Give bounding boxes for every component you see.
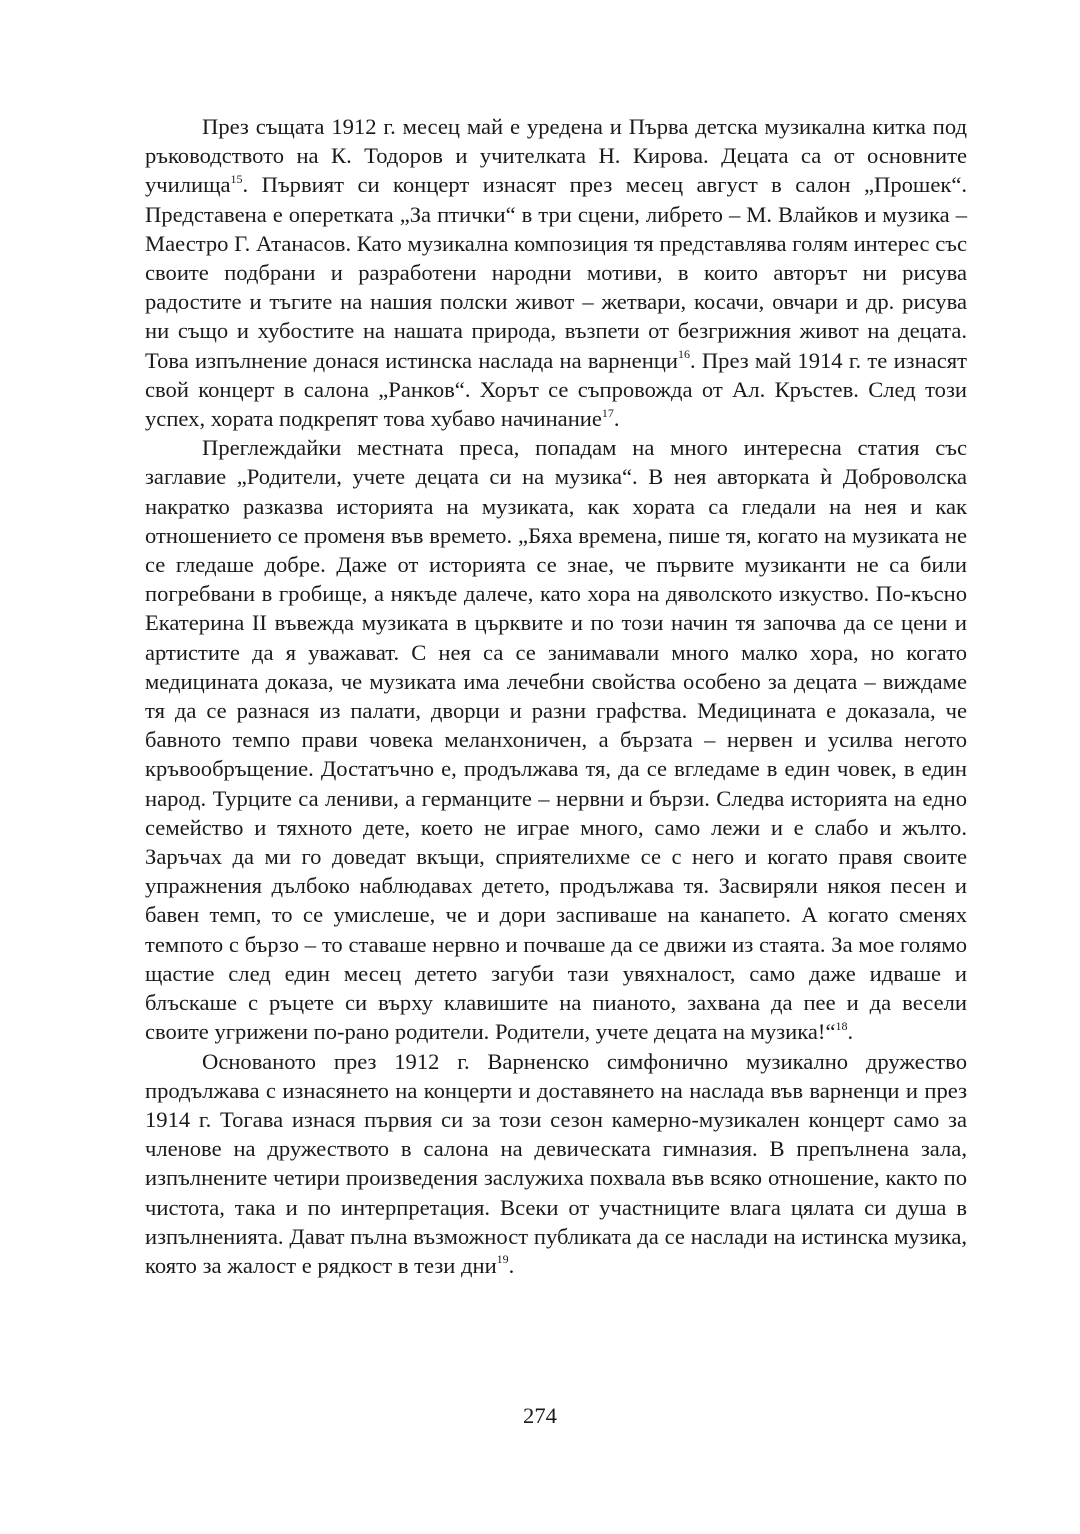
footnote-ref-19: 19 [496,1252,509,1267]
paragraph-text: . През май 1914 г. те изнасят свой концерт в салона „Ранков“. Хорът се съпровожда от Ал. Кръстев. След този успех, хората подкрепят това хубаво начинание [145,347,967,432]
paragraph-text: През същата 1912 г. месец май е уредена и Първа детска музикална китка под ръководството на К. Тодоров и учителката Н. Кирова. Децата са от основните училища [145,114,967,198]
paragraph-parents-teach-music [145,433,967,1046]
footnote-ref-16: 16 [677,347,690,362]
footnote-ref-18: 18 [835,1018,848,1033]
paragraph-text: . [613,406,620,432]
paragraph-text: . Първият си концерт изнасят през месец август в салон „Прошек“. Представена е оперетката „За птички“ в три сцени, либрето – М. Влайков и музика – Маестро Г. Атанасов. Като музикална композиция тя представлява голям интерес със своите подбрани и разработени народни мотиви, в които авторът ни рисува радостите и тъгите на нашия полски живот – жетвари, косачи, овчари и др. рисува ни също и хубостите на нашата природа, възпети от безгрижния живот на децата. Това изпълнение донася истинска наслада на варненци [145,172,967,373]
body-text [145,112,967,1280]
paragraph-text: . [508,1252,515,1278]
paragraph-text: Основаното през 1912 г. Варненско симфонично музикално дружество продължава с изнасянето на концерти и доставянето на наслада във варненци и през 1914 г. Тогава изнася първия си за този сезон камерно-музикален концерт само за членове на дружеството в салона на девическата гимназия. В препълнена зала, изпълнените четири произведения заслужиха похвала във всяко отношение, както по чистота, така и по интерпретация. Всеки от участниците влага цялата си душа в изпълненията. Дават пълна възможност публиката да се наслади на истинска музика, която за жалост е рядкост в тези дни [145,1048,967,1278]
page-number: 274 [523,1403,557,1428]
paragraph-text: . [847,1019,854,1045]
footnote-ref-15: 15 [230,171,243,186]
paragraph-text: Преглеждайки местната преса, попадам на много интересна статия със заглавие „Родители, учете децата си на музика“. В нея авторката ѝ Доброволска накратко разказва историята на музиката, как хората са гледали на нея и как отношението се променя във времето. „Бяха времена, пише тя, когато на музиката не се гледаше добре. Даже от историята се знае, че първите музиканти не са били погребвани в гробище, а някъде далече, като хора на дяволското изкуство. По-късно Екатерина II въвежда музиката в църквите и по този начин тя започва да се цени и артистите да я уважават. С нея са се занимавали много малко хора, но когато медицината доказа, че музиката има лечебни свойства особено за децата – виждаме тя да се разнася из палати, дворци и разни графства. Медицината е доказала, че бавното темпо прави човека меланхоничен, а бързата – нервен и усилва негото кръвообръщение. Достатъчно е, продължава тя, да се вгледаме в един човек, в един народ. Турците са лениви, а германците – нервни и бързи. Следва историята на едно семейство и тяхното дете, което не играе много, само лежи и е слабо и жълто. Заръчах да ми го доведат вкъщи, сприятелихме се с него и когато правя своите упражнения дълбоко наблюдавах детето, продължава тя. Засвиряли някоя песен и бавен темп, то се умислеше, че и дори заспиваше на канапето. А когато сменях темпото с бързо – то ставаше нервно и почваше да се движи из стаята. За мое голямо щастие след един месец детето загуби тази увяхналост, само даже идваше и блъскаше с ръцете си върху клавишите на пианото, захвана да пее и да весели своите угрижени по-рано родители. Родители, учете децата на музика!“ [145,435,967,1045]
paragraph-symphonic-society [145,1047,967,1281]
paragraph-children-music-bouquet [145,112,967,433]
footnote-ref-17: 17 [601,405,614,420]
